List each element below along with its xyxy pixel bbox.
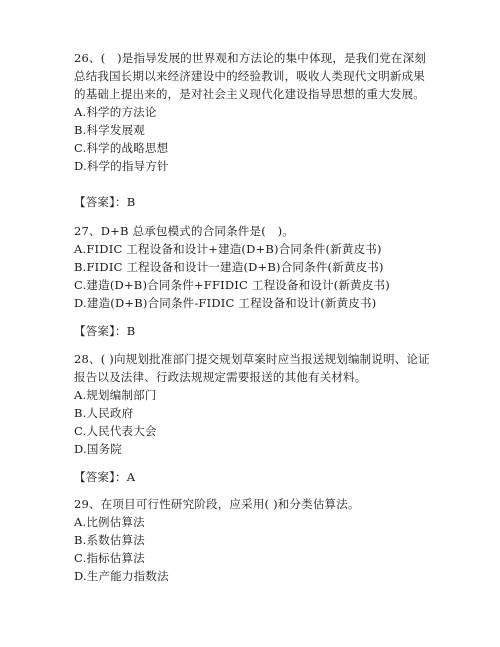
question-26-text-line-3: 的基础上提出来的，是对社会主义现代化建设指导思想的重大发展。: [74, 87, 425, 101]
question-29-option-b: B.系数估算法: [74, 533, 146, 547]
question-26-option-b: B.科学发展观: [74, 123, 146, 137]
question-27-option-d: D.建造(D+B)合同条件-FIDIC 工程设备和设计(新黄皮书): [74, 296, 377, 310]
question-28-option-d: D.国务院: [74, 442, 122, 456]
question-27-text-line-1: 27、D+B 总承包模式的合同条件是( )。: [74, 224, 294, 238]
question-26-text-line-2: 总结我国长期以来经济建设中的经验教训，吸收人类现代文明新成果: [74, 69, 425, 83]
question-29-option-a: A.比例估算法: [74, 515, 145, 529]
question-29-option-d: D.生产能力指数法: [74, 569, 169, 583]
question-26-text-line-1: 26、( )是指导发展的世界观和方法论的集中体现，是我们党在深刻: [74, 51, 427, 65]
question-27-option-c: C.建造(D+B)合同条件+FFIDIC 工程设备和设计(新黄皮书): [74, 278, 390, 292]
question-26-option-c: C.科学的战略思想: [74, 141, 169, 155]
question-28-option-b: B.人民政府: [74, 406, 134, 420]
question-29-option-c: C.指标估算法: [74, 551, 145, 565]
question-26-option-d: D.科学的指导方针: [74, 159, 169, 173]
question-26-answer: 【答案】：B: [74, 195, 136, 209]
question-28-text-line-2: 报告以及法律、行政法规规定需要报送的其他有关材料。: [74, 370, 367, 384]
question-26-option-a: A.科学的方法论: [74, 105, 157, 119]
question-29-text-line-1: 29、在项目可行性研究阶段，应采用( )和分类估算法。: [74, 497, 360, 511]
question-27-answer: 【答案】：B: [74, 324, 136, 338]
question-27-option-b: B.FIDIC 工程设备和设计一建造(D+B)合同条件(新黄皮书): [74, 260, 384, 274]
question-28-answer: 【答案】：A: [74, 470, 136, 484]
question-27-option-a: A.FIDIC 工程设备和设计+建造(D+B)合同条件(新黄皮书): [74, 242, 382, 256]
question-28-option-c: C.人民代表大会: [74, 424, 157, 438]
question-28-text-line-1: 28、( )向规划批准部门提交规划草案时应当报送规划编制说明、论证: [74, 352, 430, 366]
question-28-option-a: A.规划编制部门: [74, 388, 157, 402]
